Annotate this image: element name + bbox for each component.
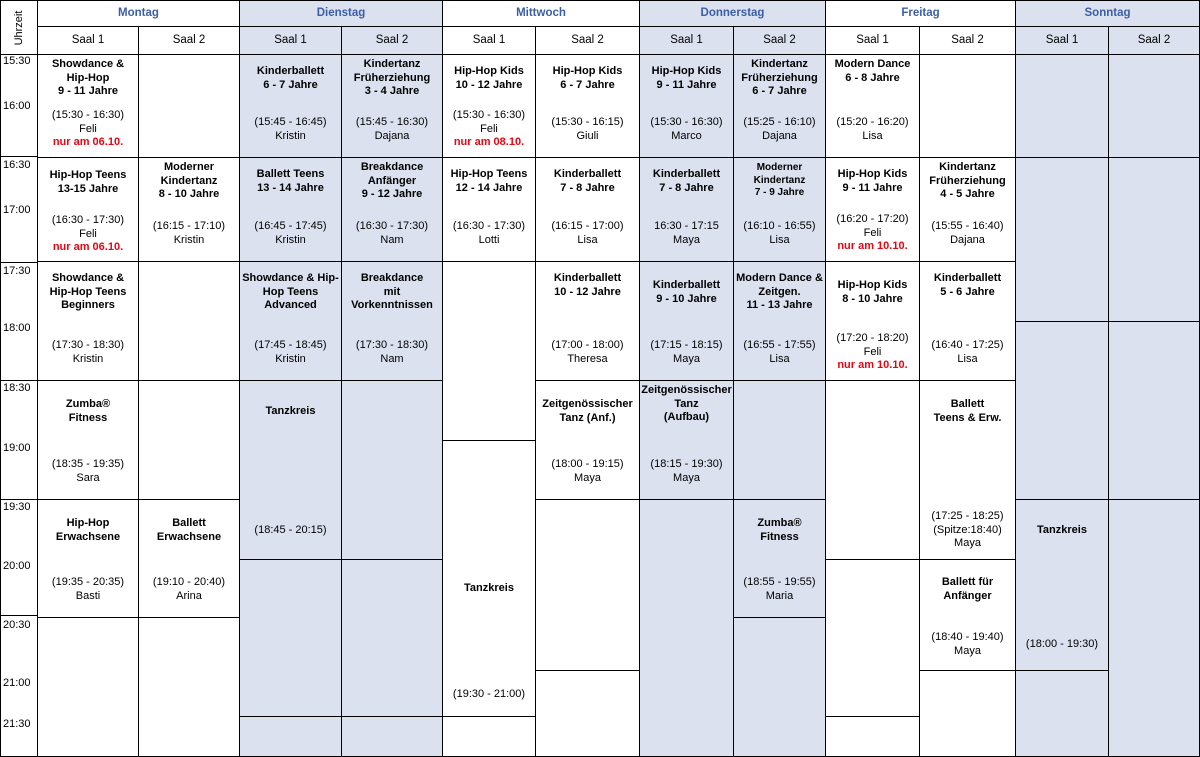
- class-block: [341, 157, 443, 262]
- class-title: Zeitgen.: [758, 285, 801, 298]
- empty-slot: [535, 499, 640, 671]
- class-block: [341, 54, 443, 158]
- class-title: 9 - 12 Jahre: [361, 188, 423, 200]
- class-time: (15:45 - 16:30): [355, 116, 429, 128]
- class-note: nur am 06.10.: [52, 241, 124, 253]
- empty-slot: [341, 716, 443, 757]
- class-block: [639, 380, 734, 500]
- class-time-extra: (Spitze:18:40): [933, 523, 1002, 536]
- class-teacher: Dajana: [374, 129, 410, 142]
- class-block: [1015, 499, 1109, 671]
- class-time: (15:30 - 16:30): [650, 116, 723, 128]
- class-title: 9 - 11 Jahre: [58, 85, 118, 97]
- empty-slot: [442, 716, 536, 757]
- class-teacher: Maya: [673, 471, 700, 484]
- time-label: 17:00: [3, 204, 31, 216]
- room-header: Saal 1: [442, 26, 536, 55]
- class-title: Kinderballett: [256, 65, 325, 77]
- class-title: Modern Dance: [834, 58, 911, 70]
- time-label: 17:30: [3, 265, 31, 277]
- class-teacher: Nam: [380, 233, 404, 246]
- class-title: (Aufbau): [663, 411, 710, 423]
- class-time: (17:25 - 18:25): [931, 510, 1004, 522]
- empty-slot: [919, 670, 1016, 757]
- class-title: Ballett für: [941, 576, 994, 588]
- class-time: (18:45 - 20:15): [254, 524, 327, 536]
- empty-slot: [138, 54, 240, 158]
- empty-slot: [138, 380, 240, 500]
- empty-slot: [733, 617, 826, 757]
- class-time: (16:15 - 17:00): [551, 220, 624, 232]
- class-time: (17:00 - 18:00): [551, 339, 624, 351]
- class-block: [733, 261, 826, 381]
- empty-slot: [733, 380, 826, 500]
- time-label: 19:00: [3, 442, 31, 454]
- class-title: Hip-Hop: [66, 71, 110, 84]
- room-header: Saal 2: [535, 26, 640, 55]
- class-teacher: Sara: [76, 471, 100, 484]
- class-teacher: Lisa: [577, 233, 598, 246]
- class-block: [919, 157, 1016, 262]
- empty-slot: [239, 716, 342, 757]
- class-block: [535, 54, 640, 158]
- class-time: 16:30 - 17:15: [654, 220, 719, 232]
- class-teacher: Maya: [673, 352, 700, 365]
- room-header: Saal 2: [138, 26, 240, 55]
- class-time: (17:20 - 18:20): [836, 332, 909, 344]
- class-title: 6 - 7 Jahre: [752, 85, 807, 97]
- day-sonntag: Sonntag: [1015, 0, 1200, 27]
- class-time: (15:20 - 16:20): [836, 116, 909, 128]
- class-time: (18:40 - 19:40): [931, 631, 1004, 643]
- class-block: [239, 261, 342, 381]
- class-note: nur am 08.10.: [453, 136, 525, 148]
- class-teacher: Kristin: [275, 129, 306, 142]
- class-title: 9 - 11 Jahre: [656, 78, 717, 91]
- class-teacher: Feli: [79, 122, 97, 135]
- day-montag: Montag: [37, 0, 240, 27]
- class-time: (19:35 - 20:35): [51, 576, 125, 588]
- class-title: 6 - 8 Jahre: [845, 71, 900, 84]
- time-label: 18:30: [3, 382, 31, 394]
- class-title: Hip-Hop Teens: [450, 168, 528, 180]
- empty-slot: [1015, 157, 1109, 322]
- class-title: Anfänger: [367, 174, 417, 187]
- class-title: Vorkenntnissen: [351, 299, 433, 311]
- class-teacher: Marco: [671, 129, 702, 142]
- class-title: Moderner: [163, 161, 215, 173]
- class-title: Tanz: [674, 397, 699, 410]
- class-teacher: Dajana: [762, 129, 797, 142]
- class-block: [138, 499, 240, 618]
- class-time: (15:55 - 16:40): [931, 220, 1004, 232]
- day-mittwoch: Mittwoch: [442, 0, 640, 27]
- room-header: Saal 1: [239, 26, 342, 55]
- class-title: Erwachsene: [55, 530, 121, 543]
- class-teacher: Maya: [954, 644, 981, 657]
- class-title: Kindertanz: [160, 174, 218, 187]
- empty-slot: [341, 380, 443, 560]
- empty-slot: [1015, 54, 1109, 158]
- empty-slot: [1108, 321, 1200, 500]
- class-block: [535, 261, 640, 381]
- class-title: Hip-Hop Kids: [454, 65, 524, 77]
- class-time: (18:00 - 19:30): [1025, 638, 1099, 650]
- class-time: (15:25 - 16:10): [743, 116, 816, 128]
- class-time: (16:40 - 17:25): [931, 339, 1004, 351]
- day-dienstag: Dienstag: [239, 0, 443, 27]
- class-title: 10 - 12 Jahre: [455, 78, 523, 91]
- class-title: Fitness: [760, 530, 799, 543]
- class-title: Kindertanz: [753, 174, 806, 186]
- class-title: 13 - 14 Jahre: [257, 181, 324, 194]
- class-block: [37, 380, 139, 500]
- class-title: Ballett: [172, 517, 206, 529]
- class-title: 7 - 8 Jahre: [560, 181, 615, 194]
- class-title: Ballett: [950, 398, 985, 410]
- class-title: Breakdance: [360, 161, 424, 173]
- class-teacher: Kristin: [72, 352, 104, 365]
- class-teacher: Kristin: [173, 233, 205, 246]
- time-label: 15:30: [3, 55, 31, 67]
- empty-slot: [1015, 321, 1109, 500]
- room-header: Saal 2: [919, 26, 1016, 55]
- class-title: Hip-Hop Kids: [552, 65, 623, 77]
- class-time: (15:30 - 16:30): [51, 109, 125, 121]
- class-time: (18:55 - 19:55): [743, 576, 816, 588]
- class-teacher: Feli: [863, 345, 882, 358]
- class-title: 13-15 Jahre: [57, 182, 119, 195]
- empty-slot: [919, 54, 1016, 158]
- class-time: (18:00 - 19:15): [551, 458, 624, 470]
- class-title: Hip-Hop: [66, 517, 110, 529]
- class-title: Showdance &: [51, 272, 125, 284]
- empty-slot: [535, 670, 640, 757]
- class-title: Beginners: [61, 299, 115, 311]
- class-title: 3 - 4 Jahre: [364, 85, 420, 97]
- class-title: Kinderballett: [652, 168, 721, 180]
- class-title: Kindertanz: [363, 58, 421, 70]
- class-time: (16:10 - 16:55): [743, 220, 816, 232]
- uhrzeit-label: Uhrzeit: [13, 10, 25, 45]
- class-title: Zeitgenössischer: [641, 384, 732, 396]
- class-title: Kindertanz: [939, 161, 996, 173]
- time-label: 21:00: [3, 677, 31, 689]
- class-title: Zumba®: [65, 398, 111, 410]
- class-title: Kinderballett: [933, 272, 1002, 284]
- room-header: Saal 1: [825, 26, 920, 55]
- class-block: [639, 54, 734, 158]
- room-header: Saal 1: [37, 26, 139, 55]
- class-title: Ballett Teens: [256, 168, 325, 180]
- class-title: 8 - 10 Jahre: [842, 292, 903, 305]
- class-title: Hip-Hop Kids: [837, 279, 908, 291]
- class-title: Früherziehung: [741, 71, 818, 84]
- class-time: (16:55 - 17:55): [743, 339, 816, 351]
- class-teacher: Lisa: [862, 129, 883, 142]
- time-label: 16:30: [3, 159, 31, 171]
- class-time: (16:30 - 17:30): [355, 220, 429, 232]
- class-time: (18:35 - 19:35): [51, 458, 125, 470]
- class-time: (18:15 - 19:30): [650, 458, 723, 470]
- class-teacher: Basti: [75, 589, 101, 602]
- class-time: (16:30 - 17:30): [452, 220, 526, 232]
- class-title: mit: [383, 285, 401, 298]
- room-header: Saal 2: [1108, 26, 1200, 55]
- room-header: Saal 2: [341, 26, 443, 55]
- empty-slot: [1108, 54, 1200, 158]
- class-title: Fitness: [68, 411, 108, 424]
- class-time: (15:45 - 16:45): [254, 116, 327, 128]
- class-title: 6 - 7 Jahre: [560, 78, 615, 91]
- class-block: [37, 54, 139, 158]
- class-block: [825, 54, 920, 158]
- class-block: [535, 380, 640, 500]
- class-block: [138, 157, 240, 262]
- class-time: (17:30 - 18:30): [51, 339, 125, 351]
- empty-slot: [825, 716, 920, 757]
- class-time: (16:20 - 17:20): [836, 213, 909, 225]
- class-teacher: Maya: [673, 233, 700, 246]
- class-title: Kinderballett: [553, 168, 622, 180]
- class-teacher: Lisa: [769, 233, 790, 246]
- class-time: (17:30 - 18:30): [355, 339, 429, 351]
- class-time: (16:30 - 17:30): [51, 214, 125, 226]
- class-block: [733, 499, 826, 618]
- class-title: Tanzkreis: [265, 405, 316, 417]
- class-note: nur am 10.10.: [837, 240, 908, 252]
- class-title: Teens & Erw.: [933, 411, 1002, 424]
- class-teacher: Maya: [574, 471, 601, 484]
- class-time: (16:15 - 17:10): [152, 220, 226, 232]
- class-block: [919, 261, 1016, 381]
- class-title: Kinderballett: [652, 279, 721, 291]
- class-title: Tanz (Anf.): [559, 411, 616, 424]
- empty-slot: [138, 261, 240, 381]
- empty-slot: [639, 499, 734, 757]
- class-block: [239, 54, 342, 158]
- class-title: Erwachsene: [156, 530, 222, 543]
- class-block: [341, 261, 443, 381]
- class-title: Moderner: [756, 162, 803, 173]
- class-title: Zeitgenössischer: [542, 398, 633, 410]
- class-title: 7 - 8 Jahre: [659, 181, 714, 194]
- class-title: Hop Teens: [262, 285, 319, 298]
- class-block: [442, 54, 536, 158]
- empty-slot: [341, 559, 443, 717]
- class-block: [442, 157, 536, 262]
- class-title: Hip-Hop Kids: [837, 168, 908, 180]
- class-title: 6 - 7 Jahre: [263, 78, 318, 91]
- class-teacher: Nam: [380, 352, 404, 365]
- class-teacher: Maria: [765, 589, 794, 602]
- class-title: 9 - 11 Jahre: [842, 181, 903, 194]
- empty-slot: [239, 559, 342, 717]
- room-header: Saal 1: [1015, 26, 1109, 55]
- class-title: 9 - 10 Jahre: [656, 292, 717, 305]
- class-title: Kindertanz: [751, 58, 808, 70]
- class-title: Zumba®: [757, 517, 802, 529]
- class-title: 11 - 13 Jahre: [746, 299, 813, 311]
- class-title: Hip-Hop Teens: [49, 169, 127, 181]
- class-title: Anfänger: [943, 589, 992, 602]
- class-block: [239, 157, 342, 262]
- time-label: 18:00: [3, 322, 31, 334]
- class-time: (15:30 - 16:15): [551, 116, 624, 128]
- class-title: Breakdance: [360, 272, 424, 284]
- class-note: nur am 06.10.: [52, 136, 124, 148]
- class-block: [919, 559, 1016, 671]
- time-label: 19:30: [3, 501, 31, 513]
- class-block: [37, 499, 139, 618]
- class-title: 5 - 6 Jahre: [940, 285, 995, 298]
- class-teacher: Theresa: [567, 352, 608, 365]
- class-block: [639, 157, 734, 262]
- time-label: 20:00: [3, 560, 31, 572]
- room-header: Saal 2: [733, 26, 826, 55]
- class-block: [239, 380, 342, 560]
- time-column: [0, 54, 38, 757]
- class-title: Hip-Hop Teens: [49, 285, 127, 298]
- class-time: (19:10 - 20:40): [152, 576, 226, 588]
- class-title: Modern Dance &: [736, 272, 823, 284]
- class-block: [37, 157, 139, 262]
- class-teacher: Lotti: [478, 233, 500, 246]
- day-donnerstag: Donnerstag: [639, 0, 826, 27]
- class-title: Hip-Hop Kids: [651, 65, 722, 77]
- class-time: (19:30 - 21:00): [452, 688, 526, 700]
- class-block: [442, 440, 536, 717]
- class-block: [37, 261, 139, 381]
- empty-slot: [1108, 157, 1200, 322]
- class-teacher: Feli: [863, 226, 882, 239]
- class-teacher: Feli: [79, 227, 97, 240]
- class-title: Kinderballett: [553, 272, 622, 284]
- class-teacher: Giuli: [576, 129, 599, 142]
- class-title: Tanzkreis: [464, 582, 514, 594]
- class-title: Früherziehung: [353, 71, 431, 84]
- class-block: [639, 261, 734, 381]
- class-title: 4 - 5 Jahre: [940, 188, 995, 200]
- class-block: [825, 261, 920, 381]
- class-time: (17:45 - 18:45): [254, 339, 327, 351]
- class-title: Früherziehung: [929, 174, 1006, 187]
- empty-slot: [138, 617, 240, 757]
- class-title: Showdance & Hip-: [242, 272, 339, 284]
- class-teacher: Maya: [954, 537, 981, 549]
- time-label: 16:00: [3, 100, 31, 112]
- day-freitag: Freitag: [825, 0, 1016, 27]
- class-teacher: Arina: [176, 589, 202, 602]
- class-teacher: Lisa: [957, 352, 978, 365]
- empty-slot: [825, 380, 920, 560]
- class-time: (17:15 - 18:15): [650, 339, 723, 351]
- empty-slot: [825, 559, 920, 717]
- class-title: Showdance &: [51, 58, 125, 70]
- class-teacher: Kristin: [275, 352, 306, 365]
- class-title: Advanced: [264, 299, 317, 311]
- time-label: 20:30: [3, 619, 31, 631]
- empty-slot: [442, 261, 536, 441]
- class-block: [733, 54, 826, 158]
- class-block: [825, 157, 920, 262]
- class-teacher: Dajana: [950, 233, 985, 246]
- class-teacher: Lisa: [769, 352, 790, 365]
- class-title: Tanzkreis: [1037, 524, 1087, 536]
- class-block: [535, 157, 640, 262]
- class-block: [733, 157, 826, 262]
- class-time: (15:30 - 16:30): [452, 109, 526, 121]
- empty-slot: [37, 617, 139, 757]
- class-teacher: Kristin: [275, 233, 306, 246]
- empty-slot: [1108, 499, 1200, 757]
- empty-slot: [1015, 670, 1109, 757]
- room-header: Saal 1: [639, 26, 734, 55]
- class-title: 10 - 12 Jahre: [554, 285, 621, 298]
- time-label: 21:30: [3, 718, 31, 730]
- class-title: 7 - 9 Jahre: [754, 187, 805, 198]
- uhrzeit-header: [0, 0, 38, 55]
- class-title: 8 - 10 Jahre: [158, 188, 220, 200]
- class-note: nur am 10.10.: [837, 359, 908, 371]
- class-title: 12 - 14 Jahre: [455, 181, 523, 194]
- class-teacher: Feli: [480, 122, 498, 135]
- class-time: (16:45 - 17:45): [254, 220, 327, 232]
- class-block: [919, 380, 1016, 560]
